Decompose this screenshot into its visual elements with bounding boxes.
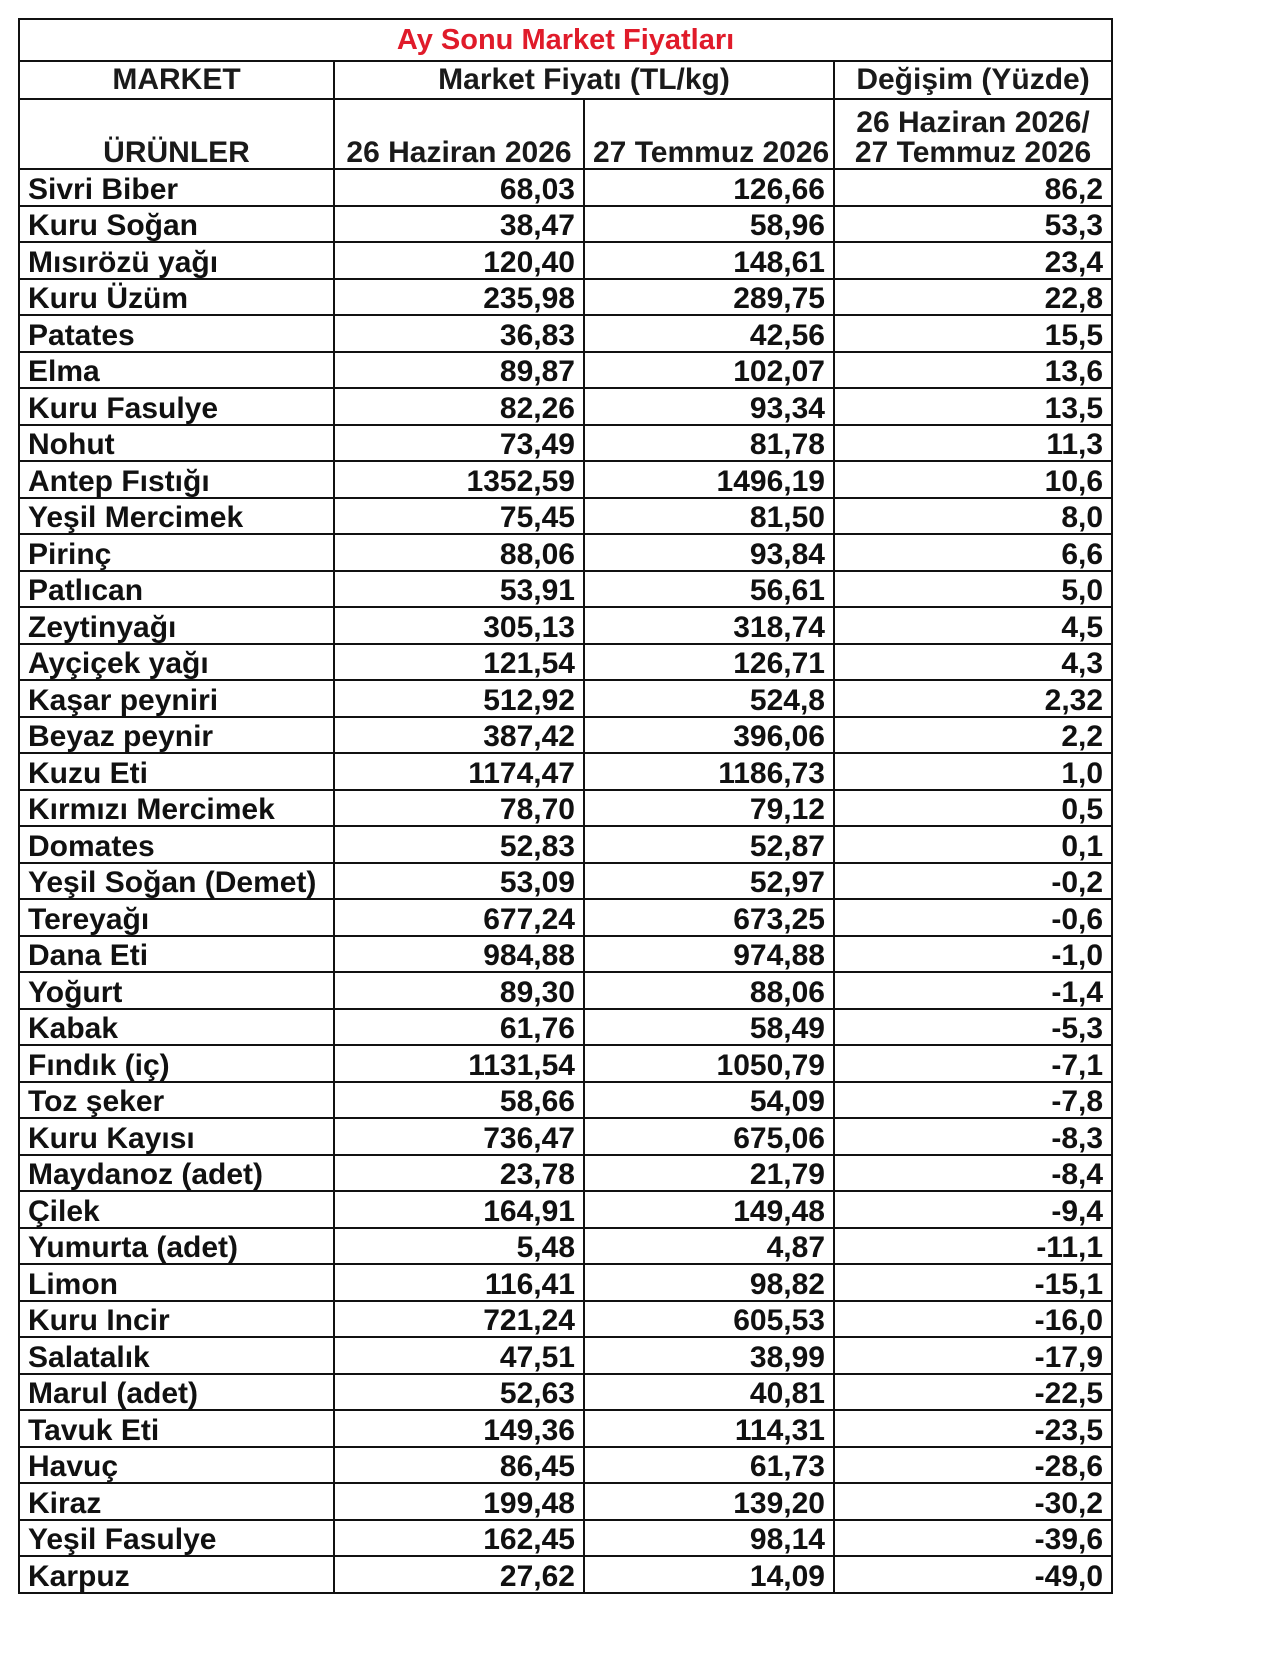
product-name-cell: Kaşar peyniri: [19, 680, 334, 717]
price-july-cell: 42,56: [584, 315, 834, 352]
price-june-cell: 89,30: [334, 972, 584, 1009]
price-june-cell: 23,78: [334, 1155, 584, 1192]
change-percent-cell: 5,0: [834, 571, 1112, 608]
change-percent-cell: -49,0: [834, 1556, 1112, 1593]
price-july-cell: 148,61: [584, 242, 834, 279]
price-table: [18, 18, 1113, 1594]
price-july-cell: 93,84: [584, 534, 834, 571]
product-name-cell: Ayçiçek yağı: [19, 644, 334, 681]
price-july-cell: 40,81: [584, 1374, 834, 1411]
price-july-cell: 56,61: [584, 571, 834, 608]
price-july-cell: 52,97: [584, 863, 834, 900]
change-group-header: Değişim (Yüzde): [834, 61, 1112, 99]
price-june-cell: 52,83: [334, 826, 584, 863]
table-row: [19, 753, 1112, 790]
price-june-cell: 677,24: [334, 899, 584, 936]
price-june-cell: 53,91: [334, 571, 584, 608]
price-july-cell: 1496,19: [584, 461, 834, 498]
price-july-cell: 14,09: [584, 1556, 834, 1593]
price-june-cell: 82,26: [334, 388, 584, 425]
price-june-cell: 721,24: [334, 1301, 584, 1338]
price-june-cell: 78,70: [334, 790, 584, 827]
product-name-cell: Antep Fıstığı: [19, 461, 334, 498]
price-july-cell: 673,25: [584, 899, 834, 936]
product-name-cell: Yeşil Soğan (Demet): [19, 863, 334, 900]
table-row: [19, 242, 1112, 279]
product-name-cell: Yoğurt: [19, 972, 334, 1009]
price-june-cell: 52,63: [334, 1374, 584, 1411]
price-june-cell: 73,49: [334, 425, 584, 462]
change-percent-cell: 53,3: [834, 206, 1112, 243]
table-row: [19, 1447, 1112, 1484]
table-row: [19, 1082, 1112, 1119]
price-july-cell: 1186,73: [584, 753, 834, 790]
product-name-cell: Elma: [19, 352, 334, 389]
product-name-cell: Kuru Fasulye: [19, 388, 334, 425]
price-july-cell: 79,12: [584, 790, 834, 827]
change-percent-cell: -7,8: [834, 1082, 1112, 1119]
price-june-cell: 5,48: [334, 1228, 584, 1265]
price-july-cell: 38,99: [584, 1337, 834, 1374]
price-june-cell: 38,47: [334, 206, 584, 243]
product-name-cell: Havuç: [19, 1447, 334, 1484]
product-name-cell: Zeytinyağı: [19, 607, 334, 644]
price-june-cell: 121,54: [334, 644, 584, 681]
table-row: [19, 1337, 1112, 1374]
change-percent-cell: 22,8: [834, 279, 1112, 316]
change-percent-cell: -0,2: [834, 863, 1112, 900]
product-name-cell: Kırmızı Mercimek: [19, 790, 334, 827]
product-name-cell: Patlıcan: [19, 571, 334, 608]
price-july-cell: 1050,79: [584, 1045, 834, 1082]
price-july-cell: 396,06: [584, 717, 834, 754]
price-june-cell: 984,88: [334, 936, 584, 973]
change-percent-cell: -15,1: [834, 1264, 1112, 1301]
change-percent-cell: -8,4: [834, 1155, 1112, 1192]
table-row: [19, 1301, 1112, 1338]
price-july-cell: 102,07: [584, 352, 834, 389]
price-july-cell: 675,06: [584, 1118, 834, 1155]
table-row: [19, 607, 1112, 644]
price-july-cell: 289,75: [584, 279, 834, 316]
table-row: [19, 790, 1112, 827]
table-row: [19, 1191, 1112, 1228]
product-name-cell: Pirinç: [19, 534, 334, 571]
table-row: [19, 571, 1112, 608]
table-row: [19, 1410, 1112, 1447]
change-percent-cell: 86,2: [834, 169, 1112, 206]
price-june-cell: 47,51: [334, 1337, 584, 1374]
table-row: [19, 936, 1112, 973]
change-percent-cell: -1,4: [834, 972, 1112, 1009]
product-name-cell: Kiraz: [19, 1483, 334, 1520]
change-percent-cell: 0,5: [834, 790, 1112, 827]
change-percent-cell: -23,5: [834, 1410, 1112, 1447]
price-july-cell: 524,8: [584, 680, 834, 717]
product-name-cell: Patates: [19, 315, 334, 352]
price-june-cell: 736,47: [334, 1118, 584, 1155]
table-row: [19, 863, 1112, 900]
change-percent-cell: -28,6: [834, 1447, 1112, 1484]
table-row: [19, 425, 1112, 462]
change-period-header: [834, 99, 1112, 169]
price-june-cell: 86,45: [334, 1447, 584, 1484]
product-name-cell: Dana Eti: [19, 936, 334, 973]
table-row: [19, 1556, 1112, 1593]
change-percent-cell: 8,0: [834, 498, 1112, 535]
title-row: [19, 19, 1112, 61]
price-july-cell: 4,87: [584, 1228, 834, 1265]
table-row: [19, 1155, 1112, 1192]
price-july-cell: 81,78: [584, 425, 834, 462]
table-row: [19, 1483, 1112, 1520]
table-row: [19, 826, 1112, 863]
table-row: [19, 644, 1112, 681]
products-header: ÜRÜNLER: [19, 99, 334, 169]
change-percent-cell: -16,0: [834, 1301, 1112, 1338]
table-row: [19, 1228, 1112, 1265]
change-period-line1: 26 Haziran 2026/: [856, 106, 1090, 139]
price-june-cell: 116,41: [334, 1264, 584, 1301]
table-row: [19, 315, 1112, 352]
price-july-cell: 126,66: [584, 169, 834, 206]
price-june-cell: 61,76: [334, 1009, 584, 1046]
change-percent-cell: 0,1: [834, 826, 1112, 863]
product-name-cell: Sivri Biber: [19, 169, 334, 206]
market-header: MARKET: [19, 61, 334, 99]
product-name-cell: Limon: [19, 1264, 334, 1301]
price-june-cell: 1352,59: [334, 461, 584, 498]
table-row: [19, 1264, 1112, 1301]
table-row: [19, 352, 1112, 389]
change-percent-cell: 2,32: [834, 680, 1112, 717]
change-percent-cell: -39,6: [834, 1520, 1112, 1557]
table-row: [19, 388, 1112, 425]
price-july-cell: 139,20: [584, 1483, 834, 1520]
product-name-cell: Beyaz peynir: [19, 717, 334, 754]
change-percent-cell: 4,5: [834, 607, 1112, 644]
header-row-1: [19, 61, 1112, 99]
product-name-cell: Kabak: [19, 1009, 334, 1046]
change-percent-cell: 13,6: [834, 352, 1112, 389]
product-name-cell: Salatalık: [19, 1337, 334, 1374]
date1-header: 26 Haziran 2026: [334, 99, 584, 169]
change-percent-cell: -9,4: [834, 1191, 1112, 1228]
table-row: [19, 206, 1112, 243]
price-june-cell: 1131,54: [334, 1045, 584, 1082]
change-percent-cell: -7,1: [834, 1045, 1112, 1082]
price-july-cell: 58,49: [584, 1009, 834, 1046]
change-percent-cell: 11,3: [834, 425, 1112, 462]
change-percent-cell: 13,5: [834, 388, 1112, 425]
table-row: [19, 169, 1112, 206]
table-row: [19, 1374, 1112, 1411]
price-group-header: Market Fiyatı (TL/kg): [334, 61, 834, 99]
price-july-cell: 54,09: [584, 1082, 834, 1119]
product-name-cell: Marul (adet): [19, 1374, 334, 1411]
price-june-cell: 164,91: [334, 1191, 584, 1228]
product-name-cell: Domates: [19, 826, 334, 863]
table-row: [19, 972, 1112, 1009]
price-june-cell: 305,13: [334, 607, 584, 644]
price-july-cell: 52,87: [584, 826, 834, 863]
product-name-cell: Fındık (iç): [19, 1045, 334, 1082]
change-percent-cell: 4,3: [834, 644, 1112, 681]
product-name-cell: Tavuk Eti: [19, 1410, 334, 1447]
price-july-cell: 149,48: [584, 1191, 834, 1228]
product-name-cell: Kuru Soğan: [19, 206, 334, 243]
price-july-cell: 318,74: [584, 607, 834, 644]
price-july-cell: 93,34: [584, 388, 834, 425]
price-july-cell: 58,96: [584, 206, 834, 243]
table-row: [19, 680, 1112, 717]
price-july-cell: 114,31: [584, 1410, 834, 1447]
change-percent-cell: 10,6: [834, 461, 1112, 498]
change-percent-cell: -8,3: [834, 1118, 1112, 1155]
price-july-cell: 81,50: [584, 498, 834, 535]
product-name-cell: Mısırözü yağı: [19, 242, 334, 279]
price-july-cell: 126,71: [584, 644, 834, 681]
change-percent-cell: 6,6: [834, 534, 1112, 571]
header-row-2: [19, 99, 1112, 169]
price-june-cell: 149,36: [334, 1410, 584, 1447]
price-july-cell: 605,53: [584, 1301, 834, 1338]
change-percent-cell: -17,9: [834, 1337, 1112, 1374]
change-percent-cell: -1,0: [834, 936, 1112, 973]
change-period-line2: 27 Temmuz 2026: [854, 136, 1092, 169]
table-row: [19, 1520, 1112, 1557]
price-july-cell: 98,14: [584, 1520, 834, 1557]
table-row: [19, 461, 1112, 498]
price-june-cell: 58,66: [334, 1082, 584, 1119]
price-june-cell: 387,42: [334, 717, 584, 754]
product-name-cell: Kuru Üzüm: [19, 279, 334, 316]
change-percent-cell: -5,3: [834, 1009, 1112, 1046]
product-name-cell: Nohut: [19, 425, 334, 462]
price-june-cell: 68,03: [334, 169, 584, 206]
product-name-cell: Tereyağı: [19, 899, 334, 936]
price-july-cell: 974,88: [584, 936, 834, 973]
change-percent-cell: -22,5: [834, 1374, 1112, 1411]
product-name-cell: Yumurta (adet): [19, 1228, 334, 1265]
product-name-cell: Toz şeker: [19, 1082, 334, 1119]
price-june-cell: 162,45: [334, 1520, 584, 1557]
table-title: Ay Sonu Market Fiyatları: [19, 19, 1112, 61]
price-june-cell: 235,98: [334, 279, 584, 316]
table-row: [19, 1009, 1112, 1046]
product-name-cell: Yeşil Fasulye: [19, 1520, 334, 1557]
price-july-cell: 61,73: [584, 1447, 834, 1484]
price-june-cell: 1174,47: [334, 753, 584, 790]
change-percent-cell: -0,6: [834, 899, 1112, 936]
table-row: [19, 534, 1112, 571]
product-name-cell: Kuzu Eti: [19, 753, 334, 790]
change-percent-cell: -11,1: [834, 1228, 1112, 1265]
date2-header: 27 Temmuz 2026: [584, 99, 834, 169]
change-percent-cell: 2,2: [834, 717, 1112, 754]
change-percent-cell: -30,2: [834, 1483, 1112, 1520]
change-percent-cell: 15,5: [834, 315, 1112, 352]
product-name-cell: Çilek: [19, 1191, 334, 1228]
table-row: [19, 498, 1112, 535]
price-july-cell: 21,79: [584, 1155, 834, 1192]
table-row: [19, 1118, 1112, 1155]
price-june-cell: 27,62: [334, 1556, 584, 1593]
price-june-cell: 89,87: [334, 352, 584, 389]
price-june-cell: 88,06: [334, 534, 584, 571]
change-percent-cell: 1,0: [834, 753, 1112, 790]
price-june-cell: 199,48: [334, 1483, 584, 1520]
table-row: [19, 899, 1112, 936]
table-row: [19, 717, 1112, 754]
change-percent-cell: 23,4: [834, 242, 1112, 279]
price-june-cell: 120,40: [334, 242, 584, 279]
product-name-cell: Kuru Incir: [19, 1301, 334, 1338]
table-row: [19, 279, 1112, 316]
price-july-cell: 98,82: [584, 1264, 834, 1301]
price-june-cell: 36,83: [334, 315, 584, 352]
price-june-cell: 512,92: [334, 680, 584, 717]
product-name-cell: Yeşil Mercimek: [19, 498, 334, 535]
product-name-cell: Kuru Kayısı: [19, 1118, 334, 1155]
price-june-cell: 75,45: [334, 498, 584, 535]
table-row: [19, 1045, 1112, 1082]
product-name-cell: Maydanoz (adet): [19, 1155, 334, 1192]
price-june-cell: 53,09: [334, 863, 584, 900]
product-name-cell: Karpuz: [19, 1556, 334, 1593]
price-july-cell: 88,06: [584, 972, 834, 1009]
